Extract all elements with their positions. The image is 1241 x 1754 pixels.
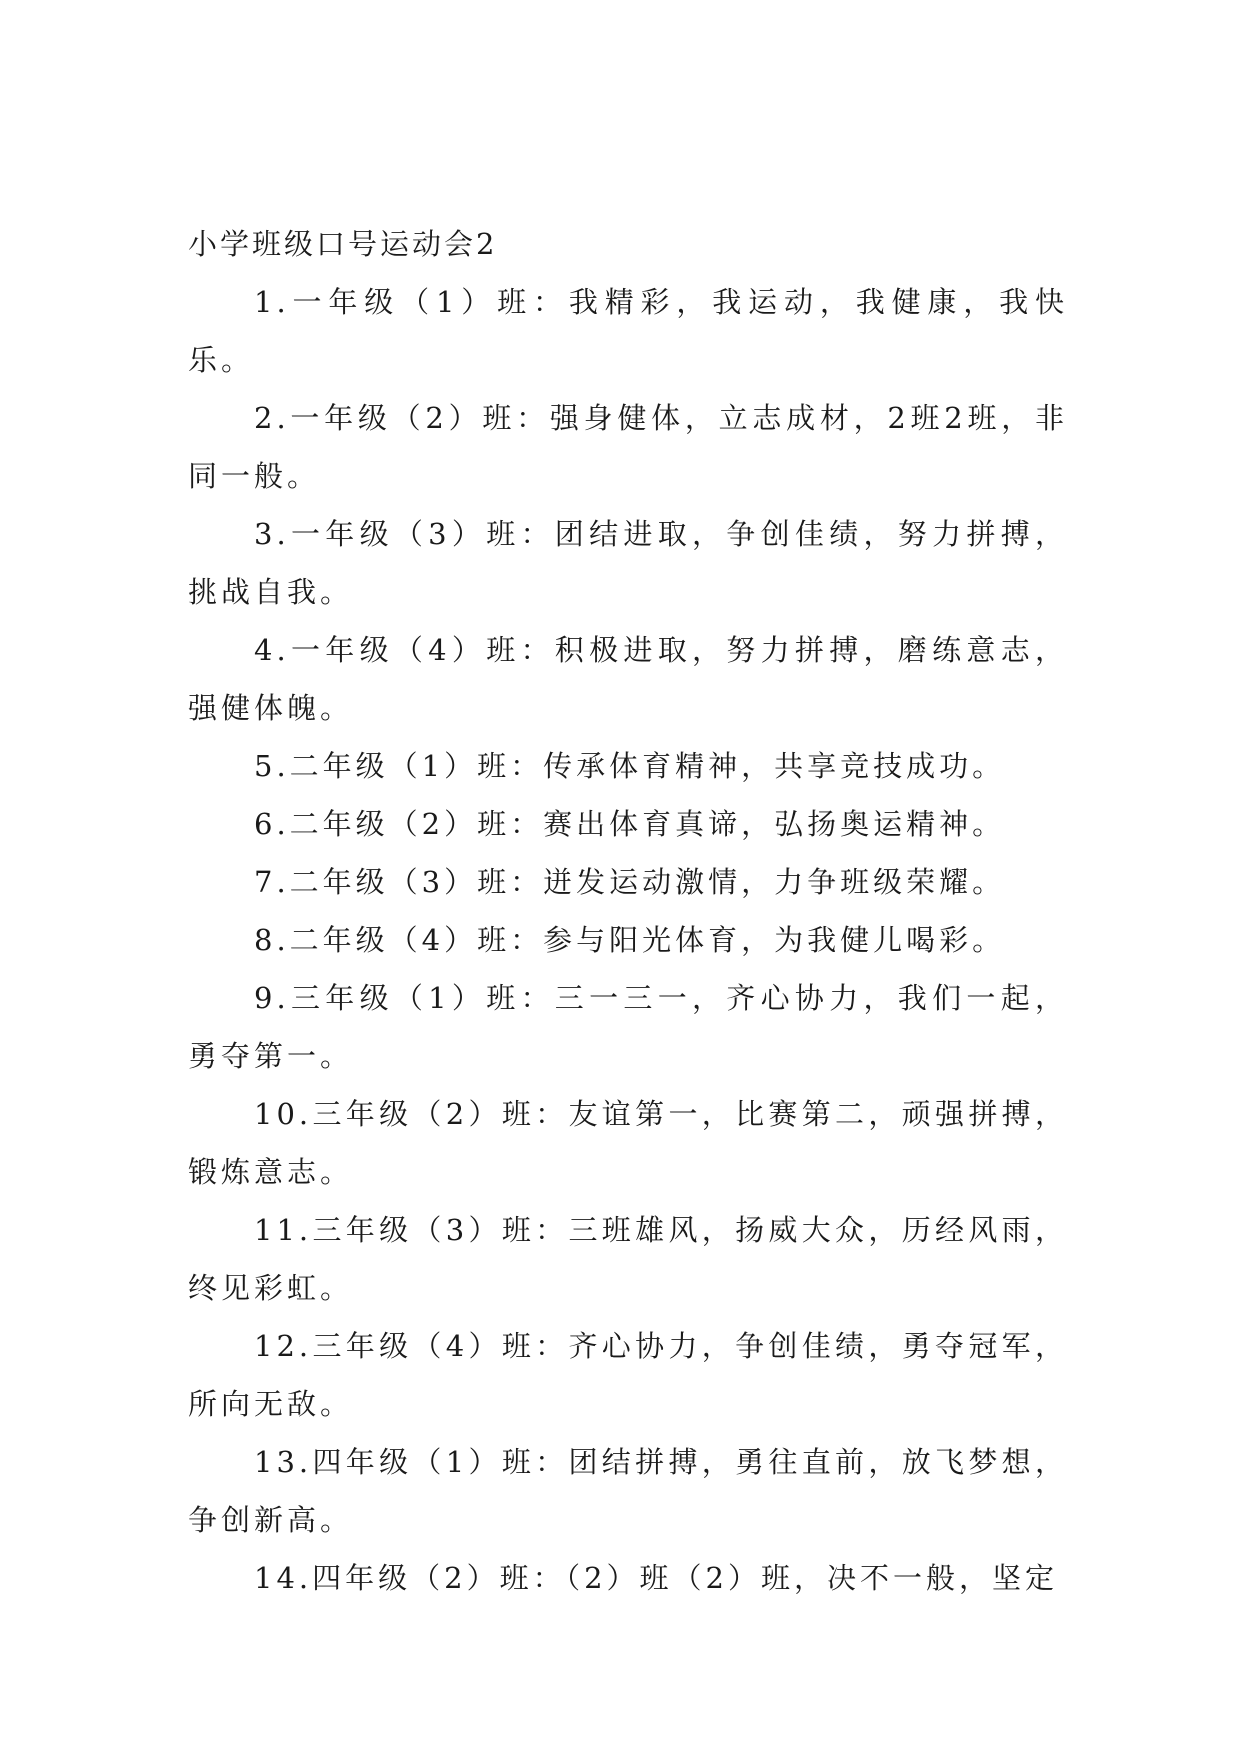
document-body — [188, 215, 1068, 1607]
slogan-item: 3.一年级（3）班：团结进取，争创佳绩，努力拼搏，挑战自我。 — [188, 517, 1068, 609]
slogan-item: 1.一年级（1）班：我精彩，我运动，我健康，我快乐。 — [188, 285, 1068, 377]
slogan-item: 6.二年级（2）班：赛出体育真谛，弘扬奥运精神。 — [254, 807, 1006, 841]
slogan-item: 13.四年级（1）班：团结拼搏，勇往直前，放飞梦想，争创新高。 — [188, 1445, 1068, 1537]
slogan-item: 7.二年级（3）班：迸发运动激情，力争班级荣耀。 — [254, 865, 1006, 899]
slogan-item: 10.三年级（2）班：友谊第一，比赛第二，顽强拼搏，锻炼意志。 — [188, 1097, 1068, 1189]
slogan-item: 11.三年级（3）班：三班雄风，扬威大众，历经风雨，终见彩虹。 — [188, 1213, 1068, 1305]
document-title: 小学班级口号运动会2 — [188, 227, 498, 261]
slogan-item: 12.三年级（4）班：齐心协力，争创佳绩，勇夺冠军，所向无敌。 — [188, 1329, 1068, 1421]
slogan-item: 9.三年级（1）班：三一三一，齐心协力，我们一起，勇夺第一。 — [188, 981, 1068, 1073]
slogan-item: 4.一年级（4）班：积极进取，努力拼搏，磨练意志，强健体魄。 — [188, 633, 1068, 725]
slogan-item: 2.一年级（2）班：强身健体，立志成材，2班2班，非同一般。 — [188, 401, 1068, 493]
slogan-item: 5.二年级（1）班：传承体育精神，共享竞技成功。 — [254, 749, 1006, 783]
slogan-item: 14.四年级（2）班：（2）班（2）班，决不一般，坚定 — [254, 1561, 1058, 1595]
slogan-item: 8.二年级（4）班：参与阳光体育，为我健儿喝彩。 — [254, 923, 1006, 957]
